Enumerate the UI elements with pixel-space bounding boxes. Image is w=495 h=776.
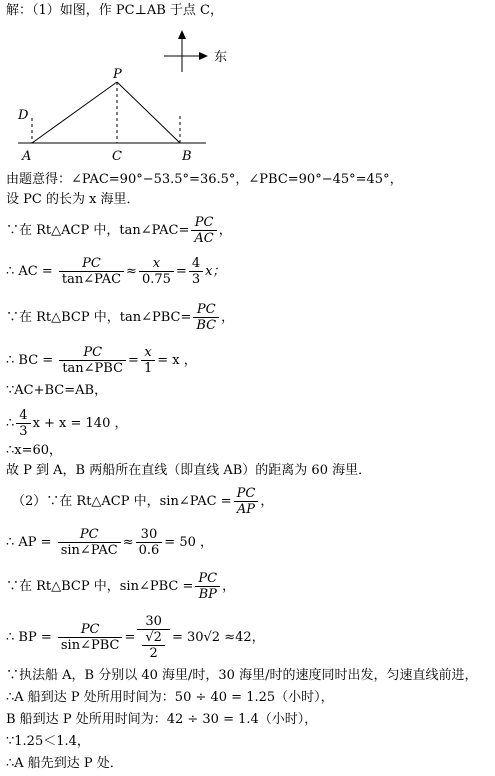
tail: = x ， — [157, 353, 197, 368]
denominator: 1 — [143, 361, 153, 376]
label-d: D — [18, 108, 29, 123]
label-east: 东 — [214, 50, 228, 65]
time-a: ∴A 船到达 P 处所用时间为：50 ÷ 40 = 1.25（小时）， — [6, 690, 334, 705]
bc-label: ∴ BC = — [6, 353, 54, 368]
numerator: PC — [58, 622, 123, 638]
equals-sign: = — [128, 353, 139, 368]
sin-pac-text: （2）∵在 Rt△ACP 中，sin∠PAC = — [12, 494, 232, 509]
fraction — [58, 527, 121, 558]
approx-sign: ≈ — [126, 264, 137, 279]
ap-formula-line — [6, 527, 213, 558]
equation-line — [6, 408, 128, 439]
denominator: AC — [194, 231, 214, 246]
geometry-figure — [14, 26, 244, 176]
denominator: 0.75 — [141, 272, 171, 287]
x-value: ∴x=60， — [6, 443, 63, 458]
fraction — [16, 408, 30, 439]
bp-label: ∴ BP = — [6, 630, 52, 645]
punct: ， — [260, 494, 274, 509]
fraction — [137, 614, 170, 661]
compass-east-arrow — [199, 52, 208, 60]
equation-tail: x + x = 140 ， — [32, 416, 128, 431]
numerator: x — [141, 345, 155, 361]
fraction — [191, 215, 216, 246]
ac-formula-line — [6, 256, 225, 287]
line-pb — [117, 82, 180, 143]
numerator: x — [139, 256, 174, 272]
numerator: PC — [59, 345, 126, 361]
nested-numerator: √2 — [142, 630, 165, 646]
nested-fraction — [142, 630, 165, 661]
denominator: BP — [198, 587, 217, 602]
fraction — [59, 345, 126, 376]
bc-formula-line — [6, 345, 197, 376]
fraction — [141, 345, 155, 376]
numerator: 4 — [16, 408, 30, 424]
numerator: PC — [193, 302, 219, 318]
fraction — [193, 302, 219, 333]
punct: ， — [221, 310, 235, 325]
label-b: B — [182, 149, 192, 164]
numerator: PC — [195, 571, 220, 587]
label-p: P — [113, 67, 122, 82]
sin-pac-line — [12, 486, 273, 517]
denominator: 0.6 — [138, 543, 160, 558]
denominator: AP — [236, 502, 256, 517]
numerator: PC — [234, 486, 259, 502]
line-ap — [32, 82, 117, 143]
label-a: A — [22, 149, 32, 164]
solution-intro: 解：（1）如图，作 PC⊥AB 于点 C， — [6, 3, 223, 18]
bp-formula-line — [6, 614, 265, 661]
punct: ， — [218, 223, 232, 238]
denominator: sin∠PBC — [60, 638, 120, 653]
speed-statement: ∵执法船 A，B 分别以 40 海里/时，30 海里/时的速度同时出发，匀速直线前进， — [6, 668, 478, 683]
fraction — [58, 622, 123, 653]
denominator — [137, 630, 170, 661]
tan-pac-line — [6, 215, 232, 246]
numerator: PC — [58, 527, 121, 543]
fraction — [234, 486, 259, 517]
denominator: tan∠PBC — [62, 361, 124, 376]
fraction — [195, 571, 220, 602]
sin-pbc-text: ∵在 Rt△BCP 中，sin∠PBC = — [6, 579, 194, 594]
nested-denominator: 2 — [149, 646, 158, 661]
fraction — [136, 527, 163, 558]
tail: = 30√2 ≈42， — [171, 630, 265, 645]
ap-label: ∴ AP = — [6, 535, 52, 550]
sin-pbc-line — [6, 571, 235, 602]
denominator: tan∠PAC — [61, 272, 122, 287]
denominator: 3 — [191, 272, 201, 287]
angle-calc: 由题意得：∠PAC=90°−53.5°=36.5°，∠PBC=90°−45°=45°， — [6, 172, 403, 187]
denominator: BC — [196, 318, 217, 333]
fraction — [139, 256, 174, 287]
part1-conclusion: 故 P 到 A，B 两船所在直线（即直线 AB）的距离为 60 海里． — [6, 463, 372, 478]
numerator: PC — [191, 215, 216, 231]
denominator: sin∠PAC — [60, 543, 118, 558]
comparison: ∵1.25＜1.4， — [6, 734, 90, 749]
equals-sign: = — [124, 630, 136, 645]
numerator: 30 — [136, 527, 163, 543]
tan-pac-text: ∵在 Rt△ACP 中，tan∠PAC= — [6, 223, 190, 238]
label-c: C — [112, 149, 122, 164]
tan-pbc-text: ∵在 Rt△BCP 中，tan∠PBC= — [6, 310, 192, 325]
numerator: 4 — [189, 256, 203, 272]
therefore: ∴ — [6, 416, 15, 431]
punct: ， — [222, 579, 236, 594]
compass-north-arrow — [178, 30, 186, 39]
equals-sign: = — [175, 264, 187, 279]
final-conclusion: ∴A 船先到达 P 处． — [6, 756, 123, 771]
fraction — [189, 256, 203, 287]
tail: = 50 ， — [164, 535, 213, 550]
let-pc-x: 设 PC 的长为 x 海里． — [6, 192, 140, 207]
ac-label: ∴ AC = — [6, 264, 53, 279]
time-b: B 船到达 P 处所用时间为：42 ÷ 30 = 1.4（小时）， — [6, 712, 318, 727]
denominator: 3 — [19, 424, 28, 439]
tail: x； — [205, 264, 226, 279]
fraction — [59, 256, 124, 287]
numerator: 30 — [137, 614, 170, 630]
sum-line: ∵AC+BC=AB， — [6, 383, 108, 398]
numerator: PC — [59, 256, 124, 272]
tan-pbc-line — [6, 302, 234, 333]
approx-sign: ≈ — [122, 535, 134, 550]
